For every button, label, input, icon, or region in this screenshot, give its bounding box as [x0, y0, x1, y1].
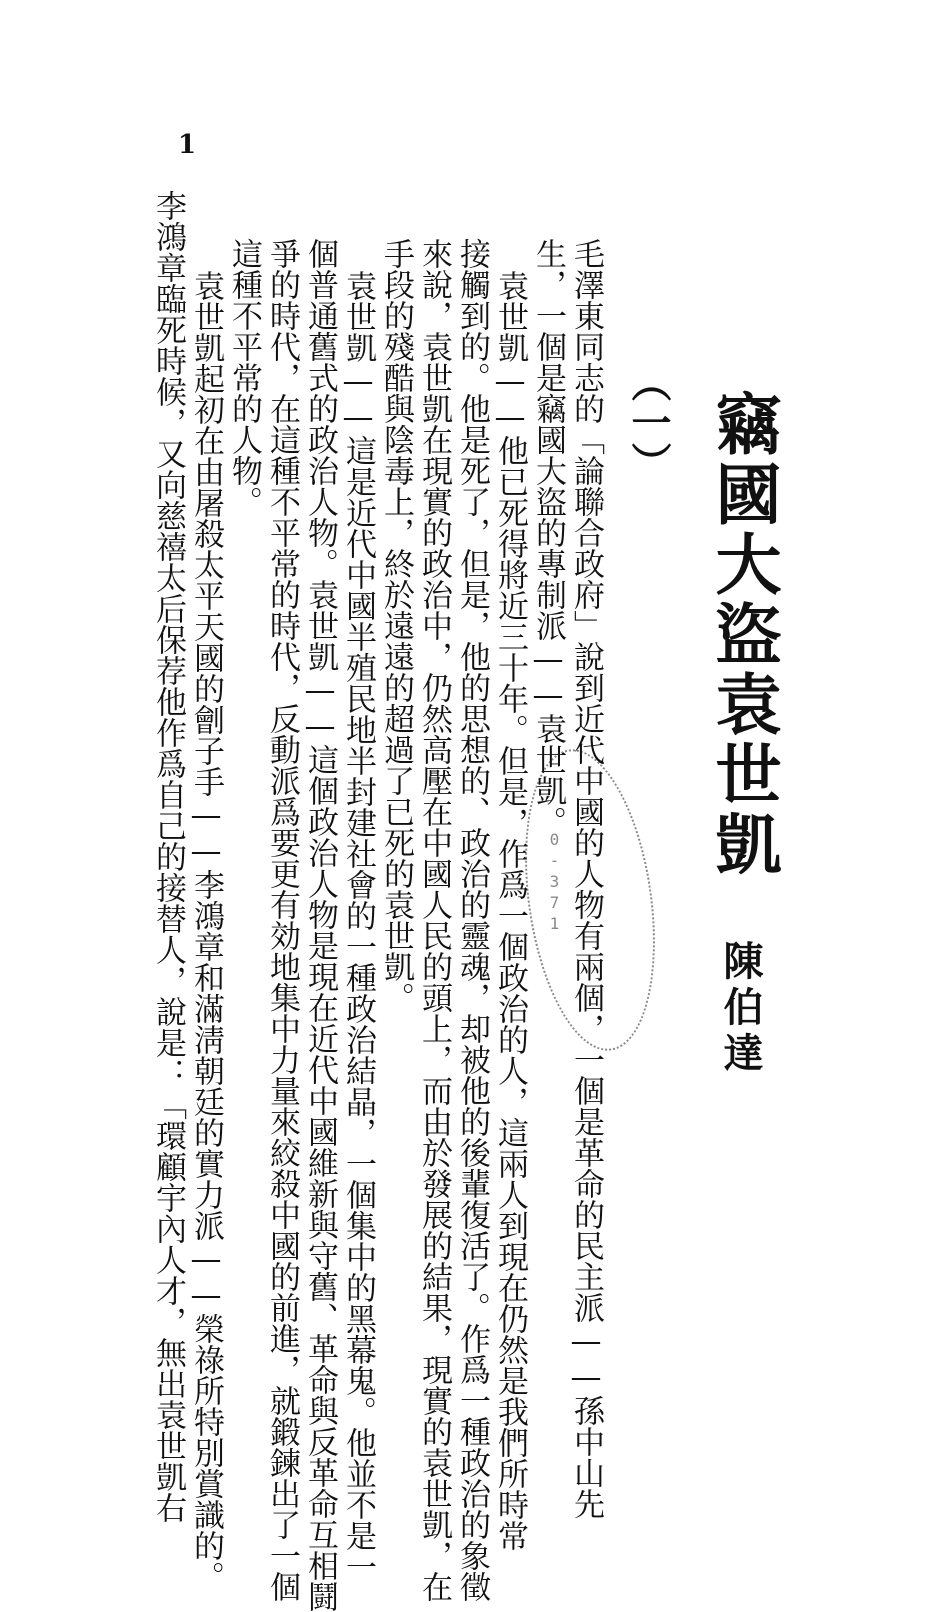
body-line-3: 袁世凱——他已死得將近三十年。但是，作爲一個政治的人，這兩人到現在仍然是我們所時常	[492, 270, 528, 1551]
body-line-7: 袁世凱——這是近代中國半殖民地半封建社會的一種政治結晶，一個集中的黑幕鬼。他並不是一	[340, 270, 376, 1582]
body-line-2: 生，一個是竊國大盜的專制派——袁世凱。	[530, 238, 566, 837]
article-title: 竊國大盜袁世凱	[704, 390, 782, 880]
body-line-11: 袁世凱起初在由屠殺太平天國的劊子手——李鴻章和滿淸朝廷的實力派——榮祿所特別賞識的。	[188, 270, 224, 1592]
page-number: 1	[178, 130, 197, 160]
library-stamp-text: 0-371	[545, 830, 564, 935]
body-line-12: 李鴻章臨死時候，又向慈禧太后保荐他作爲自己的接替人，說是：「環顧宇內人才，無出袁世凱右	[150, 190, 186, 1523]
body-line-4: 接觸到的。他是死了，但是，他的思想的、政治的靈魂，却被他的後輩復活了。作爲一種政治的象徵	[454, 238, 490, 1602]
author-name: 陳伯達	[717, 940, 764, 1078]
body-line-1: 毛澤東同志的「論聯合政府」說到近代中國的人物有兩個，一個是革命的民主派——孫中山先	[568, 238, 604, 1519]
body-line-9: 爭的時代，在這種不平常的時代，反動派爲要更有効地集中力量來絞殺中國的前進，就鍛鍊出了一個	[264, 238, 300, 1602]
section-number: （一）	[625, 362, 672, 482]
body-line-8: 個普通舊式的政治人物。袁世凱——這個政治人物是現在近代中國維新與守舊、革命與反革命互相鬪	[302, 238, 338, 1612]
body-line-6: 手段的殘酷與陰毒上，終於遠遠的超過了已死的袁世凱。	[378, 238, 414, 1013]
body-line-10: 這種不平常的人物。	[226, 238, 262, 517]
body-line-5: 來說，袁世凱在現實的政治中，仍然高壓在中國人民的頭上，而由於發展的結果，現實的袁世凱，在	[416, 238, 452, 1602]
